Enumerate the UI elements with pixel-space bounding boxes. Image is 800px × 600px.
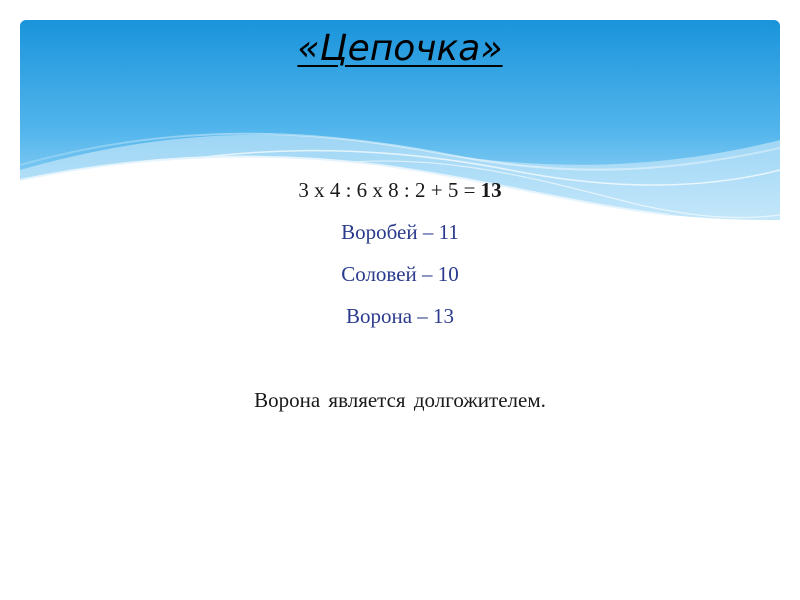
equation-line <box>0 178 800 203</box>
slide-title: «Цепочка» <box>297 28 503 69</box>
bird-line-nightingale: Соловей – 10 <box>341 262 459 286</box>
equation-expression: 3 х 4 : 6 х 8 : 2 + 5 = <box>298 178 481 202</box>
conclusion-text: Ворона является долгожителем. <box>254 388 546 412</box>
bird-line-sparrow: Воробей – 11 <box>341 220 459 244</box>
bird-line-crow: Ворона – 13 <box>345 304 455 328</box>
equation-result: 13 <box>480 178 502 202</box>
